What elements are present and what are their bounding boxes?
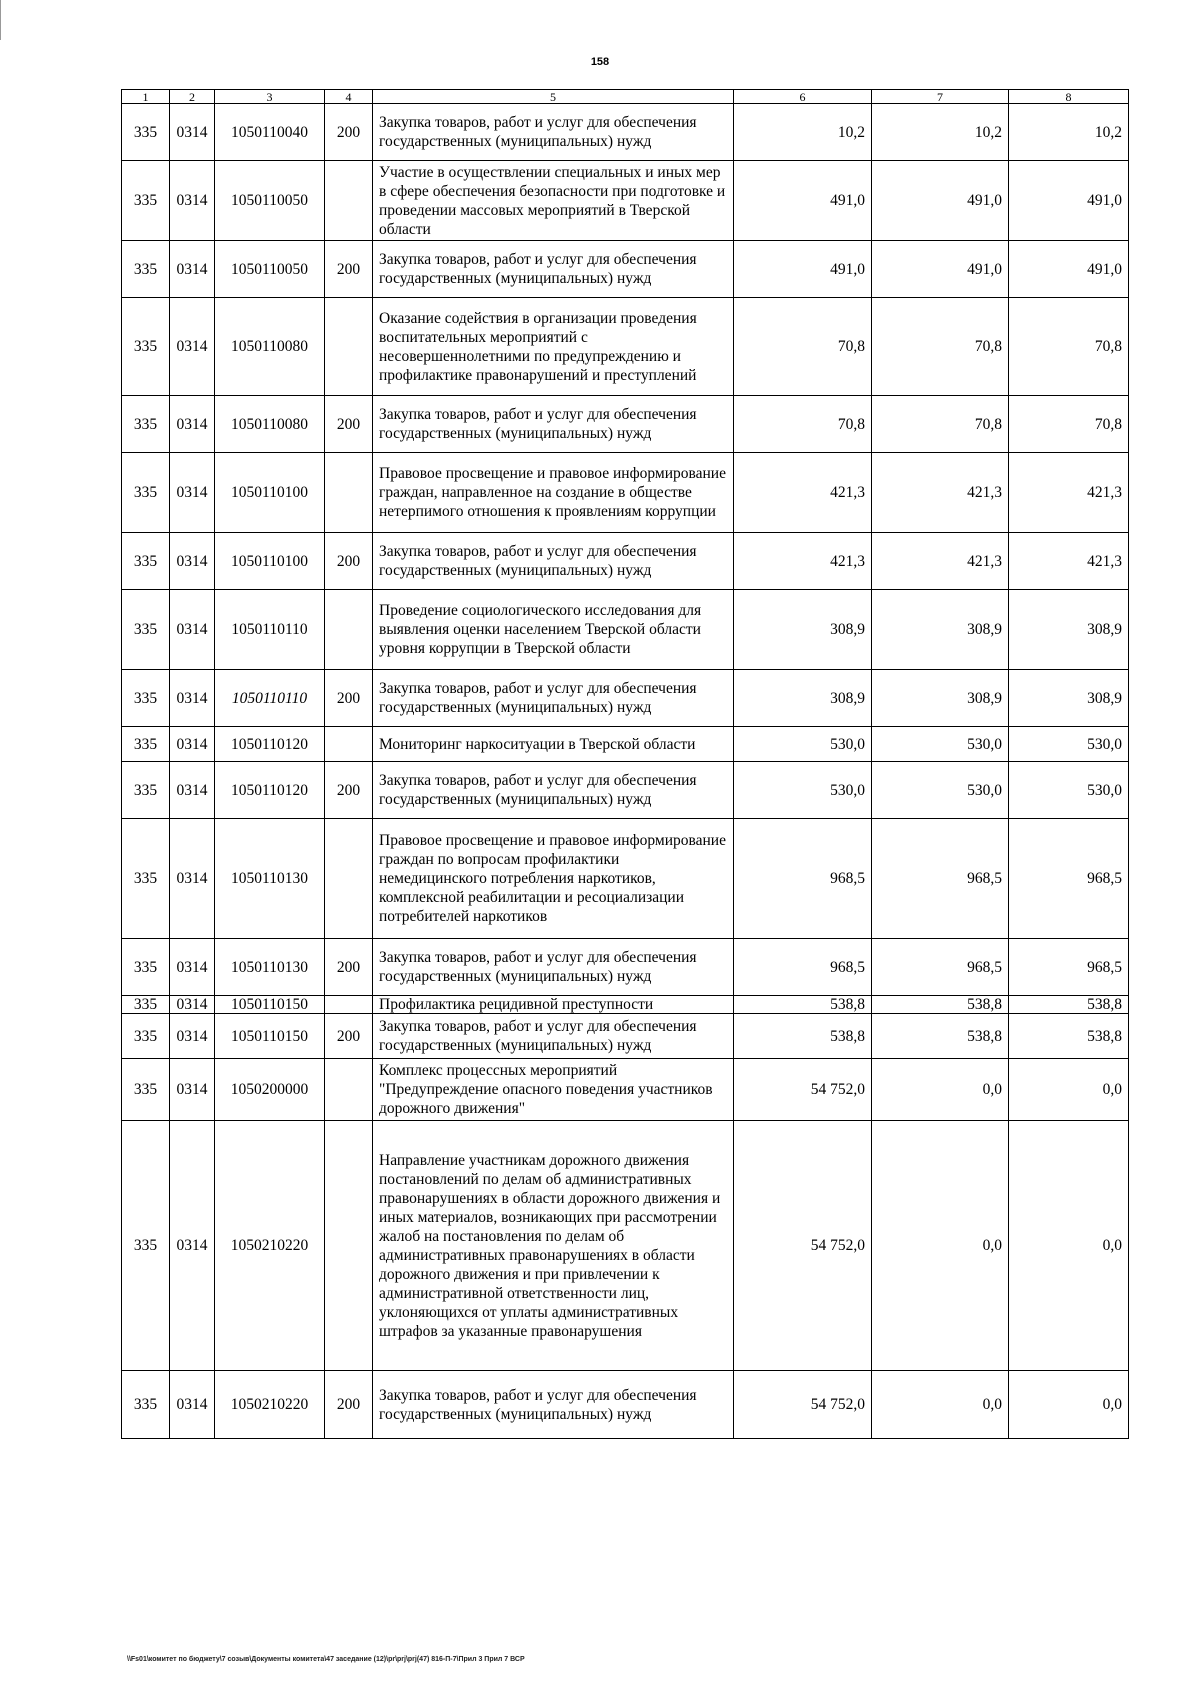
table-row [122,727,1129,762]
admin-code-cell: 335 [122,727,170,762]
description-cell: Закупка товаров, работ и услуг для обеспечения государственных (муниципальных) нужд [373,396,734,453]
amount-cell: 491,0 [1009,241,1129,298]
description-cell: Закупка товаров, работ и услуг для обеспечения государственных (муниципальных) нужд [373,670,734,727]
amount-cell: 530,0 [872,762,1009,819]
amount-cell: 530,0 [872,727,1009,762]
section-code-cell: 0314 [170,161,215,241]
description-cell: Правовое просвещение и правовое информирование граждан, направленное на создание в обществе нетерпимого отношения к проявлениям коррупции [373,453,734,533]
amount-cell: 491,0 [734,241,872,298]
amount-cell: 421,3 [734,453,872,533]
section-code-cell: 0314 [170,453,215,533]
amount-cell: 54 752,0 [734,1371,872,1439]
column-header: 4 [325,90,373,104]
admin-code-cell: 335 [122,762,170,819]
description-cell: Закупка товаров, работ и услуг для обеспечения государственных (муниципальных) нужд [373,762,734,819]
section-code-cell: 0314 [170,590,215,670]
description-cell: Правовое просвещение и правовое информирование граждан по вопросам профилактики немедицинского потребления наркотиков, комплексной реабилитации и ресоциализации потребителей наркотиков [373,819,734,939]
target-article-cell: 1050110100 [215,453,325,533]
table-row [122,533,1129,590]
section-code-cell: 0314 [170,298,215,396]
expense-type-cell: 200 [325,1371,373,1439]
amount-cell: 530,0 [1009,727,1129,762]
admin-code-cell: 335 [122,241,170,298]
target-article-cell: 1050110150 [215,996,325,1014]
description-cell: Закупка товаров, работ и услуг для обеспечения государственных (муниципальных) нужд [373,939,734,996]
section-code-cell: 0314 [170,241,215,298]
target-article-cell: 1050110120 [215,762,325,819]
target-article-cell: 1050110040 [215,104,325,161]
amount-cell: 421,3 [1009,533,1129,590]
amount-cell: 54 752,0 [734,1121,872,1371]
description-cell: Закупка товаров, работ и услуг для обеспечения государственных (муниципальных) нужд [373,1371,734,1439]
amount-cell: 308,9 [872,590,1009,670]
amount-cell: 968,5 [1009,819,1129,939]
admin-code-cell: 335 [122,533,170,590]
amount-cell: 70,8 [734,298,872,396]
amount-cell: 54 752,0 [734,1059,872,1121]
section-code-cell: 0314 [170,762,215,819]
column-header: 7 [872,90,1009,104]
description-cell: Направление участникам дорожного движения постановлений по делам об административных правонарушениях в области дорожного движения и иных материалов, возникающих при рассмотрении жалоб на постановления по делам об административных правонарушениях в области дорожного движения и при привлечении к административной ответственности лиц, уклоняющихся от уплаты административных штрафов за указанные правонарушения [373,1121,734,1371]
section-code-cell: 0314 [170,1059,215,1121]
amount-cell: 0,0 [1009,1121,1129,1371]
target-article-cell: 1050110110 [215,670,325,727]
expense-type-cell: 200 [325,533,373,590]
amount-cell: 308,9 [1009,590,1129,670]
description-cell: Комплекс процессных мероприятий "Предупреждение опасного поведения участников дорожного движения" [373,1059,734,1121]
amount-cell: 308,9 [1009,670,1129,727]
amount-cell: 308,9 [872,670,1009,727]
table-row [122,104,1129,161]
amount-cell: 308,9 [734,670,872,727]
column-header: 8 [1009,90,1129,104]
footer-file-path: \\Fs01\комитет по бюджету\7 созыв\Документы комитета\47 заседание (12)\pr\prj\prj(47) 816-П-7\Прил 3 Прил 7 ВСР [127,1656,525,1663]
target-article-cell: 1050110080 [215,396,325,453]
amount-cell: 0,0 [872,1371,1009,1439]
amount-cell: 421,3 [734,533,872,590]
expense-type-cell [325,727,373,762]
expense-type-cell: 200 [325,241,373,298]
amount-cell: 530,0 [1009,762,1129,819]
description-cell: Закупка товаров, работ и услуг для обеспечения государственных (муниципальных) нужд [373,533,734,590]
amount-cell: 70,8 [1009,298,1129,396]
amount-cell: 0,0 [1009,1059,1129,1121]
table-row [122,1014,1129,1059]
target-article-cell: 1050110080 [215,298,325,396]
section-code-cell: 0314 [170,996,215,1014]
amount-cell: 421,3 [872,453,1009,533]
admin-code-cell: 335 [122,1014,170,1059]
table-body [122,104,1129,1439]
expense-type-cell [325,161,373,241]
amount-cell: 70,8 [872,396,1009,453]
admin-code-cell: 335 [122,453,170,533]
amount-cell: 10,2 [1009,104,1129,161]
expense-type-cell [325,819,373,939]
expense-type-cell [325,453,373,533]
amount-cell: 538,8 [1009,996,1129,1014]
description-cell: Мониторинг наркоситуации в Тверской области [373,727,734,762]
table-row [122,298,1129,396]
budget-table [121,89,1129,1439]
amount-cell: 538,8 [872,1014,1009,1059]
amount-cell: 538,8 [734,996,872,1014]
description-cell: Закупка товаров, работ и услуг для обеспечения государственных (муниципальных) нужд [373,104,734,161]
description-cell: Проведение социологического исследования для выявления оценки населением Тверской области уровня коррупции в Тверской области [373,590,734,670]
target-article-cell: 1050110110 [215,590,325,670]
admin-code-cell: 335 [122,1121,170,1371]
expense-type-cell: 200 [325,762,373,819]
expense-type-cell: 200 [325,670,373,727]
admin-code-cell: 335 [122,1059,170,1121]
section-code-cell: 0314 [170,396,215,453]
table-row [122,453,1129,533]
header-row [122,90,1129,104]
target-article-cell: 1050110120 [215,727,325,762]
target-article-cell: 1050110050 [215,161,325,241]
admin-code-cell: 335 [122,396,170,453]
section-code-cell: 0314 [170,727,215,762]
amount-cell: 968,5 [1009,939,1129,996]
table-row [122,396,1129,453]
expense-type-cell: 200 [325,396,373,453]
amount-cell: 491,0 [872,241,1009,298]
expense-type-cell [325,1059,373,1121]
section-code-cell: 0314 [170,533,215,590]
column-header: 5 [373,90,734,104]
expense-type-cell [325,996,373,1014]
table-row [122,670,1129,727]
amount-cell: 0,0 [1009,1371,1129,1439]
amount-cell: 70,8 [734,396,872,453]
section-code-cell: 0314 [170,670,215,727]
description-cell: Участие в осуществлении специальных и иных мер в сфере обеспечения безопасности при подготовке и проведении массовых мероприятий в Тверской области [373,161,734,241]
target-article-cell: 1050110100 [215,533,325,590]
table-row [122,1371,1129,1439]
scan-edge [0,0,5,40]
amount-cell: 538,8 [1009,1014,1129,1059]
admin-code-cell: 335 [122,670,170,727]
amount-cell: 968,5 [734,939,872,996]
description-cell: Профилактика рецидивной преступности [373,996,734,1014]
admin-code-cell: 335 [122,104,170,161]
table-row [122,241,1129,298]
expense-type-cell [325,298,373,396]
amount-cell: 10,2 [734,104,872,161]
table-row [122,996,1129,1014]
admin-code-cell: 335 [122,590,170,670]
admin-code-cell: 335 [122,996,170,1014]
section-code-cell: 0314 [170,1014,215,1059]
amount-cell: 421,3 [872,533,1009,590]
amount-cell: 968,5 [872,939,1009,996]
column-header: 3 [215,90,325,104]
column-header: 6 [734,90,872,104]
amount-cell: 538,8 [872,996,1009,1014]
table-row [122,762,1129,819]
admin-code-cell: 335 [122,1371,170,1439]
amount-cell: 0,0 [872,1121,1009,1371]
admin-code-cell: 335 [122,819,170,939]
amount-cell: 0,0 [872,1059,1009,1121]
amount-cell: 421,3 [1009,453,1129,533]
amount-cell: 308,9 [734,590,872,670]
section-code-cell: 0314 [170,1371,215,1439]
section-code-cell: 0314 [170,1121,215,1371]
page-number: 158 [590,56,610,68]
section-code-cell: 0314 [170,104,215,161]
table-row [122,819,1129,939]
description-cell: Оказание содействия в организации проведения воспитательных мероприятий с несовершеннолетними по предупреждению и профилактике правонарушений и преступлений [373,298,734,396]
description-cell: Закупка товаров, работ и услуг для обеспечения государственных (муниципальных) нужд [373,241,734,298]
expense-type-cell [325,1121,373,1371]
amount-cell: 491,0 [872,161,1009,241]
expense-type-cell: 200 [325,104,373,161]
target-article-cell: 1050110130 [215,819,325,939]
section-code-cell: 0314 [170,819,215,939]
amount-cell: 70,8 [1009,396,1129,453]
amount-cell: 530,0 [734,762,872,819]
target-article-cell: 1050210220 [215,1371,325,1439]
admin-code-cell: 335 [122,298,170,396]
expense-type-cell: 200 [325,1014,373,1059]
table-row [122,161,1129,241]
amount-cell: 530,0 [734,727,872,762]
amount-cell: 70,8 [872,298,1009,396]
column-header: 1 [122,90,170,104]
column-header: 2 [170,90,215,104]
amount-cell: 491,0 [1009,161,1129,241]
admin-code-cell: 335 [122,939,170,996]
target-article-cell: 1050110050 [215,241,325,298]
target-article-cell: 1050200000 [215,1059,325,1121]
expense-type-cell: 200 [325,939,373,996]
table-row [122,1121,1129,1371]
table-row [122,1059,1129,1121]
amount-cell: 968,5 [872,819,1009,939]
amount-cell: 10,2 [872,104,1009,161]
table-row [122,590,1129,670]
table-row [122,939,1129,996]
target-article-cell: 1050210220 [215,1121,325,1371]
section-code-cell: 0314 [170,939,215,996]
amount-cell: 491,0 [734,161,872,241]
target-article-cell: 1050110130 [215,939,325,996]
admin-code-cell: 335 [122,161,170,241]
description-cell: Закупка товаров, работ и услуг для обеспечения государственных (муниципальных) нужд [373,1014,734,1059]
target-article-cell: 1050110150 [215,1014,325,1059]
amount-cell: 538,8 [734,1014,872,1059]
amount-cell: 968,5 [734,819,872,939]
expense-type-cell [325,590,373,670]
